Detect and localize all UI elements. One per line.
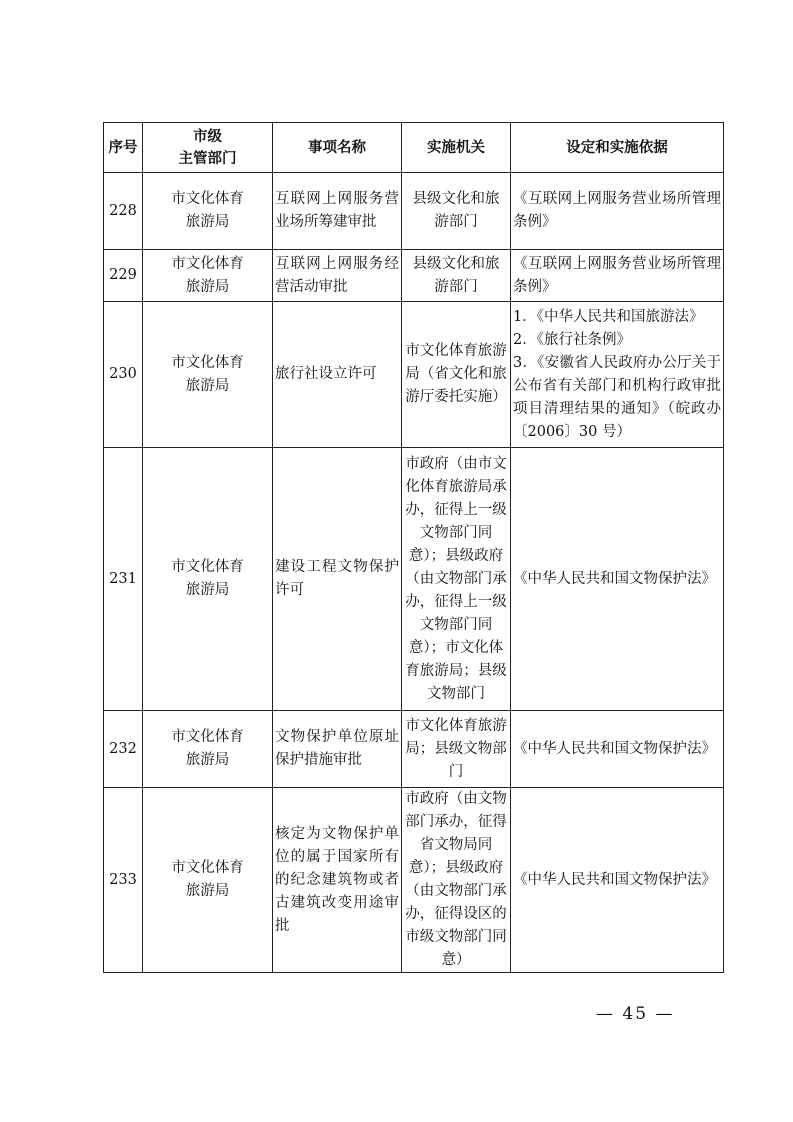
row-basis	[511, 711, 724, 788]
row-name: 文物保护单位原址保护措施审批	[273, 711, 402, 788]
items-table	[103, 122, 724, 973]
row-dept: 市文化体育 旅游局	[143, 302, 273, 448]
row-basis	[511, 448, 724, 711]
row-dept: 市文化体育 旅游局	[143, 711, 273, 788]
table-row	[104, 448, 724, 711]
basis-line: 2．《旅行社条例》	[513, 331, 631, 348]
header-no: 序号	[104, 123, 143, 173]
table-row	[104, 173, 724, 250]
page-number: — 45 —	[596, 1004, 675, 1024]
table-row	[104, 302, 724, 448]
row-no: 229	[104, 250, 143, 302]
row-org: 市政府（由市文化体育旅游局承办，征得上一级文物部门同意）；县级政府（由文物部门承办，征得上一级文物部门同意）；市文化体育旅游局；县级文物部门	[402, 448, 511, 711]
header-dept: 市级 主管部门	[143, 123, 273, 173]
row-no: 232	[104, 711, 143, 788]
header-basis: 设定和实施依据	[511, 123, 724, 173]
basis-line: 《互联网上网服务营业场所管理条例》	[513, 191, 721, 230]
basis-line: 《中华人民共和国文物保护法》	[513, 570, 716, 587]
row-name: 核定为文物保护单位的属于国家所有的纪念建筑物或者古建筑改变用途审批	[273, 788, 402, 973]
row-no: 233	[104, 788, 143, 973]
row-dept: 市文化体育 旅游局	[143, 173, 273, 250]
row-name: 建设工程文物保护许可	[273, 448, 402, 711]
table-row	[104, 788, 724, 973]
row-dept: 市文化体育 旅游局	[143, 250, 273, 302]
row-name: 旅行社设立许可	[273, 302, 402, 448]
row-basis	[511, 250, 724, 302]
basis-line: 1．《中华人民共和国旅游法》	[513, 308, 704, 325]
table-row	[104, 711, 724, 788]
basis-line: 3．《安徽省人民政府办公厅关于公布省有关部门和机构行政审批项目清理结果的通知》（皖政办〔2006〕30 号）	[513, 354, 721, 440]
header-row	[104, 123, 724, 173]
header-org: 实施机关	[402, 123, 511, 173]
row-no: 230	[104, 302, 143, 448]
row-org: 县级文化和旅 游部门	[402, 173, 511, 250]
row-org: 市文化体育旅游局；县级文物部门	[402, 711, 511, 788]
row-dept: 市文化体育 旅游局	[143, 448, 273, 711]
row-dept: 市文化体育 旅游局	[143, 788, 273, 973]
basis-line: 《中华人民共和国文物保护法》	[513, 740, 716, 757]
row-no: 228	[104, 173, 143, 250]
basis-line: 《中华人民共和国文物保护法》	[513, 871, 716, 888]
row-name: 互联网上网服务营业场所筹建审批	[273, 173, 402, 250]
row-org: 市政府（由文物部门承办，征得省文物局同意）；县级政府（由文物部门承办，征得设区的市级文物部门同意）	[402, 788, 511, 973]
row-basis	[511, 173, 724, 250]
table-row	[104, 250, 724, 302]
row-name: 互联网上网服务经营活动审批	[273, 250, 402, 302]
row-org: 市文化体育旅游局（省文化和旅游厅委托实施）	[402, 302, 511, 448]
basis-line: 《互联网上网服务营业场所管理条例》	[513, 255, 721, 295]
row-basis	[511, 302, 724, 448]
header-name: 事项名称	[273, 123, 402, 173]
row-org: 县级文化和旅 游部门	[402, 250, 511, 302]
row-basis	[511, 788, 724, 973]
row-no: 231	[104, 448, 143, 711]
